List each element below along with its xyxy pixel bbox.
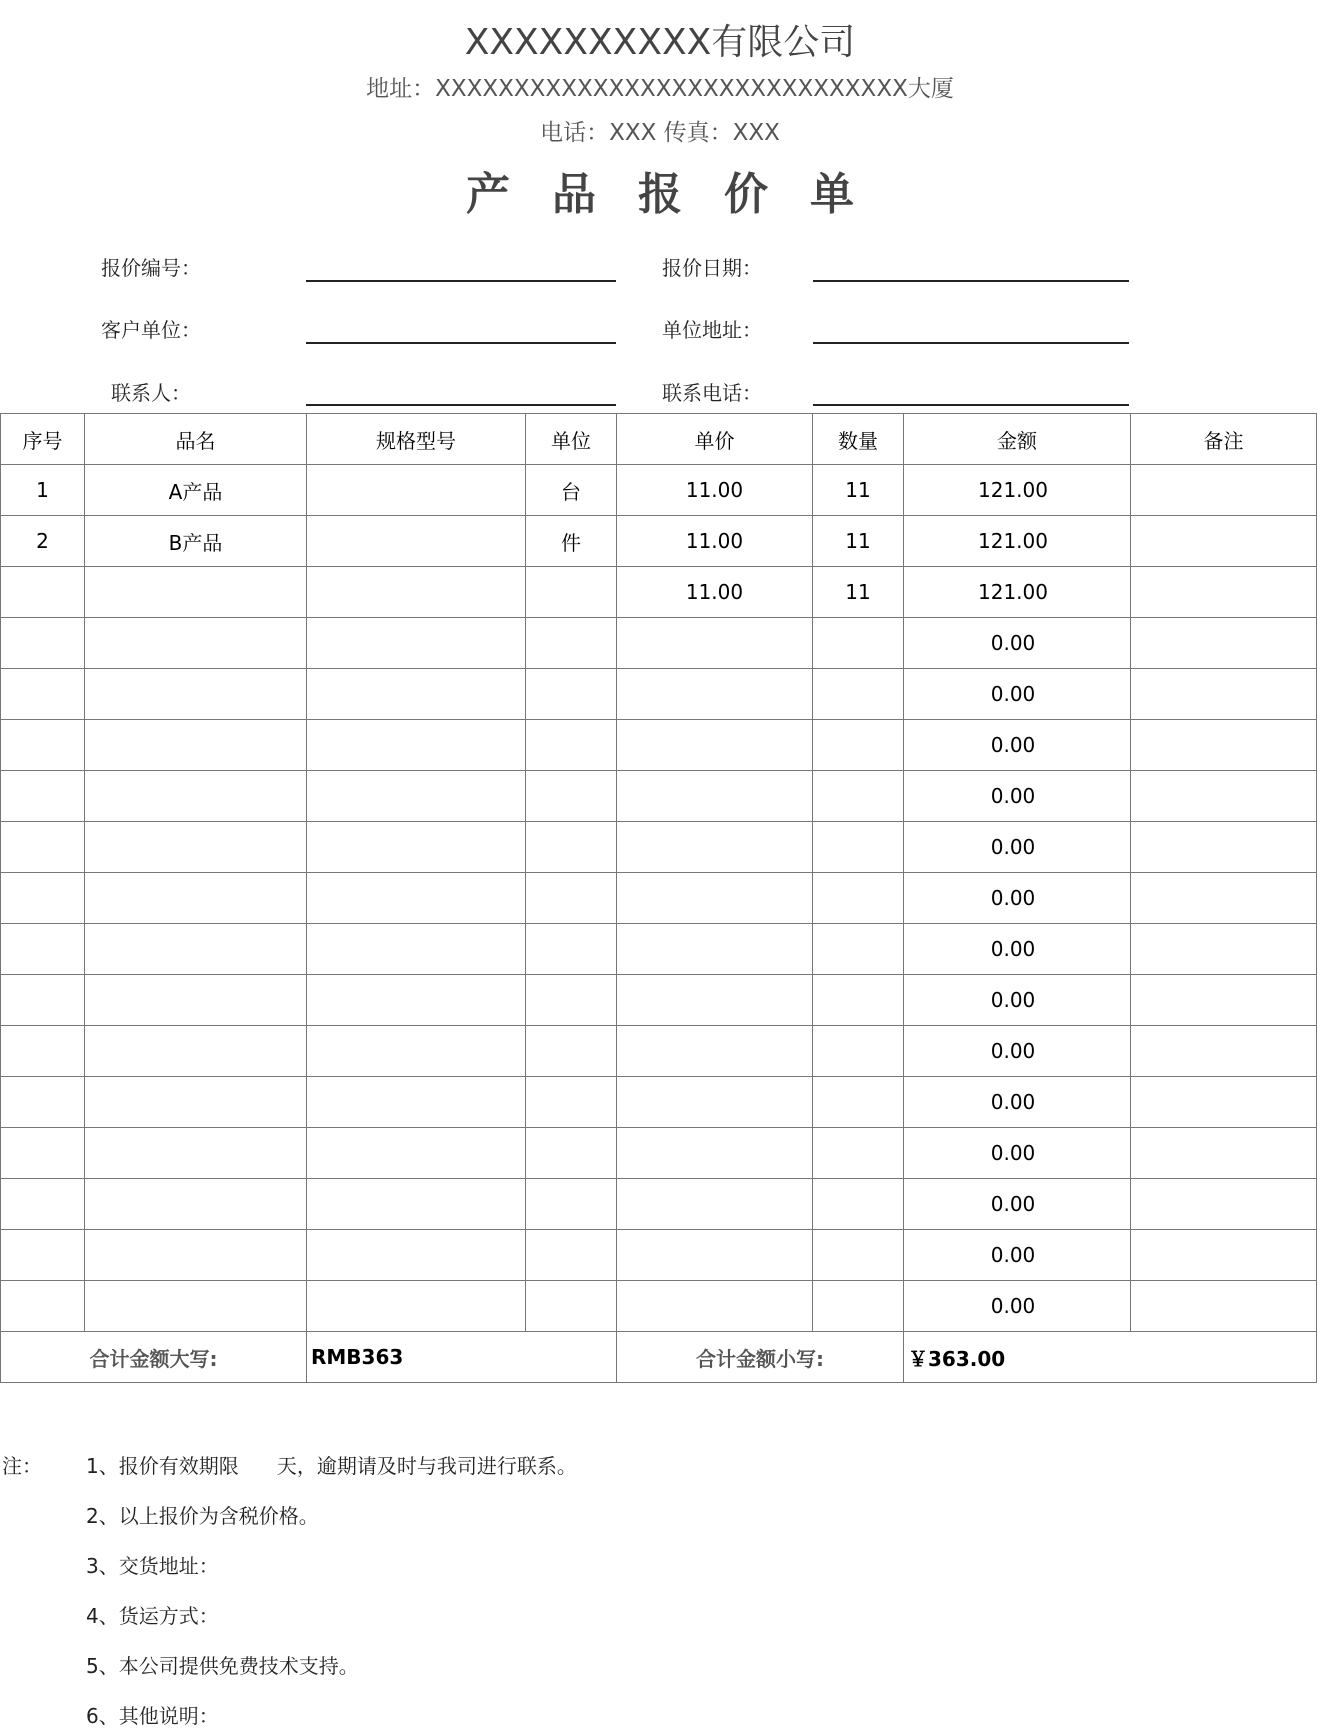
note-item: 4、货运方式： bbox=[86, 1604, 219, 1628]
header-cell: 单位 bbox=[526, 414, 617, 465]
table-cell[interactable] bbox=[85, 1179, 307, 1230]
table-cell[interactable] bbox=[617, 618, 813, 669]
table-cell[interactable] bbox=[813, 873, 904, 924]
table-cell[interactable] bbox=[813, 669, 904, 720]
table-cell[interactable] bbox=[617, 1077, 813, 1128]
table-cell[interactable] bbox=[307, 873, 526, 924]
table-cell[interactable] bbox=[307, 1026, 526, 1077]
table-cell[interactable]: 121.00 bbox=[904, 567, 1131, 618]
table-cell[interactable]: 0.00 bbox=[904, 1128, 1131, 1179]
table-row bbox=[1, 567, 1317, 618]
table-row bbox=[1, 465, 1317, 516]
table-cell[interactable]: 0.00 bbox=[904, 822, 1131, 873]
table-cell[interactable]: B产品 bbox=[85, 516, 307, 567]
table-cell[interactable] bbox=[813, 1230, 904, 1281]
table-cell[interactable] bbox=[1, 669, 85, 720]
contact-label: 联系人： bbox=[111, 381, 191, 405]
table-cell[interactable] bbox=[85, 1281, 307, 1332]
table-cell[interactable] bbox=[526, 1281, 617, 1332]
table-cell[interactable] bbox=[307, 720, 526, 771]
notes-prefix: 注： bbox=[2, 1454, 42, 1478]
table-cell[interactable]: 0.00 bbox=[904, 975, 1131, 1026]
quote-number-label: 报价编号： bbox=[101, 256, 201, 280]
table-cell[interactable] bbox=[307, 669, 526, 720]
table-row bbox=[1, 924, 1317, 975]
table-cell[interactable] bbox=[617, 771, 813, 822]
table-cell[interactable] bbox=[813, 720, 904, 771]
table-cell[interactable] bbox=[813, 1026, 904, 1077]
table-cell[interactable] bbox=[307, 822, 526, 873]
table-cell[interactable] bbox=[1131, 516, 1317, 567]
table-cell[interactable] bbox=[617, 1128, 813, 1179]
table-cell[interactable] bbox=[617, 1026, 813, 1077]
table-cell[interactable] bbox=[1131, 1179, 1317, 1230]
table-row bbox=[1, 975, 1317, 1026]
table-cell[interactable] bbox=[1, 1077, 85, 1128]
table-cell[interactable]: 0.00 bbox=[904, 1077, 1131, 1128]
header-cell: 品名 bbox=[85, 414, 307, 465]
table-cell[interactable] bbox=[813, 1128, 904, 1179]
table-cell[interactable] bbox=[1, 771, 85, 822]
total-upper-label: 合计金额大写: bbox=[1, 1332, 307, 1383]
table-cell[interactable]: 0.00 bbox=[904, 924, 1131, 975]
header-cell: 规格型号 bbox=[307, 414, 526, 465]
table-cell[interactable]: 11 bbox=[813, 516, 904, 567]
table-cell[interactable] bbox=[1131, 873, 1317, 924]
table-cell[interactable] bbox=[1, 618, 85, 669]
table-cell[interactable] bbox=[526, 873, 617, 924]
table-cell[interactable] bbox=[1, 1026, 85, 1077]
table-cell[interactable] bbox=[617, 669, 813, 720]
table-cell[interactable] bbox=[526, 567, 617, 618]
table-cell[interactable] bbox=[526, 1128, 617, 1179]
table-cell[interactable] bbox=[526, 720, 617, 771]
table-cell[interactable]: 0.00 bbox=[904, 618, 1131, 669]
table-cell[interactable] bbox=[1, 924, 85, 975]
table-cell[interactable] bbox=[813, 1281, 904, 1332]
table-cell[interactable] bbox=[307, 1281, 526, 1332]
table-cell[interactable] bbox=[85, 924, 307, 975]
company-name: XXXXXXXXXX有限公司 bbox=[464, 22, 856, 63]
table-cell[interactable] bbox=[1131, 822, 1317, 873]
table-row bbox=[1, 618, 1317, 669]
customer-field[interactable] bbox=[306, 342, 616, 344]
table-cell[interactable] bbox=[617, 975, 813, 1026]
table-row bbox=[1, 669, 1317, 720]
table-row bbox=[1, 1128, 1317, 1179]
table-cell[interactable] bbox=[307, 1077, 526, 1128]
table-cell[interactable] bbox=[526, 669, 617, 720]
table-cell[interactable] bbox=[1, 1230, 85, 1281]
table-cell[interactable] bbox=[526, 1026, 617, 1077]
table-cell[interactable]: 0.00 bbox=[904, 1026, 1131, 1077]
table-cell[interactable] bbox=[1131, 1230, 1317, 1281]
table-cell[interactable] bbox=[526, 975, 617, 1026]
header-cell: 数量 bbox=[813, 414, 904, 465]
table-cell[interactable] bbox=[307, 567, 526, 618]
table-cell[interactable] bbox=[813, 1179, 904, 1230]
table-cell[interactable] bbox=[85, 1026, 307, 1077]
table-cell[interactable]: 台 bbox=[526, 465, 617, 516]
table-cell[interactable] bbox=[85, 1230, 307, 1281]
table-cell[interactable]: 11.00 bbox=[617, 516, 813, 567]
header-cell: 备注 bbox=[1131, 414, 1317, 465]
table-cell[interactable]: 11.00 bbox=[617, 567, 813, 618]
table-cell[interactable]: 件 bbox=[526, 516, 617, 567]
table-cell[interactable] bbox=[307, 1179, 526, 1230]
table-row bbox=[1, 516, 1317, 567]
header-cell: 序号 bbox=[1, 414, 85, 465]
table-cell[interactable] bbox=[617, 822, 813, 873]
note-item: 1、报价有效期限 天，逾期请及时与我司进行联系。 bbox=[86, 1454, 577, 1478]
table-cell[interactable] bbox=[307, 1230, 526, 1281]
header-cell: 金额 bbox=[904, 414, 1131, 465]
quote-date-field[interactable] bbox=[813, 280, 1129, 282]
table-cell[interactable]: 0.00 bbox=[904, 1230, 1131, 1281]
document-title: 产品报价单 bbox=[466, 169, 896, 220]
table-row bbox=[1, 822, 1317, 873]
table-cell[interactable] bbox=[1131, 720, 1317, 771]
table-cell[interactable] bbox=[1, 873, 85, 924]
customer-address-field[interactable] bbox=[813, 342, 1129, 344]
table-cell[interactable] bbox=[1, 1179, 85, 1230]
contact-field[interactable] bbox=[306, 404, 616, 406]
total-row bbox=[1, 1332, 1317, 1383]
table-cell[interactable] bbox=[307, 465, 526, 516]
table-cell[interactable] bbox=[617, 1230, 813, 1281]
table-cell[interactable]: 0.00 bbox=[904, 669, 1131, 720]
table-cell[interactable]: A产品 bbox=[85, 465, 307, 516]
table-cell[interactable] bbox=[85, 771, 307, 822]
company-phone: 电话：XXX 传真：XXX bbox=[540, 120, 780, 146]
quote-date-label: 报价日期： bbox=[662, 256, 762, 280]
table-cell[interactable]: 0.00 bbox=[904, 873, 1131, 924]
table-cell[interactable] bbox=[617, 720, 813, 771]
contact-phone-label: 联系电话： bbox=[662, 381, 762, 405]
table-cell[interactable]: 0.00 bbox=[904, 1281, 1131, 1332]
table-cell[interactable] bbox=[1131, 465, 1317, 516]
table-cell[interactable] bbox=[813, 924, 904, 975]
total-lower-label: 合计金额小写: bbox=[617, 1332, 904, 1383]
table-cell[interactable] bbox=[813, 771, 904, 822]
table-cell[interactable] bbox=[526, 1230, 617, 1281]
note-item: 6、其他说明： bbox=[86, 1704, 219, 1728]
header-cell: 单价 bbox=[617, 414, 813, 465]
table-cell[interactable] bbox=[813, 1077, 904, 1128]
table-cell[interactable] bbox=[85, 669, 307, 720]
total-upper-value: RMB363 bbox=[307, 1332, 617, 1383]
table-cell[interactable]: 11.00 bbox=[617, 465, 813, 516]
contact-phone-field[interactable] bbox=[813, 404, 1129, 406]
table-cell[interactable] bbox=[85, 822, 307, 873]
table-cell[interactable] bbox=[85, 873, 307, 924]
table-cell[interactable] bbox=[1, 1281, 85, 1332]
table-cell[interactable]: 0.00 bbox=[904, 1179, 1131, 1230]
table-cell[interactable] bbox=[813, 975, 904, 1026]
table-cell[interactable]: 0.00 bbox=[904, 771, 1131, 822]
table-cell[interactable] bbox=[1131, 975, 1317, 1026]
table-cell[interactable] bbox=[1131, 669, 1317, 720]
table-cell[interactable]: 0.00 bbox=[904, 720, 1131, 771]
table-cell[interactable] bbox=[1131, 771, 1317, 822]
table-cell[interactable] bbox=[617, 873, 813, 924]
table-cell[interactable]: 1 bbox=[1, 465, 85, 516]
table-cell[interactable] bbox=[85, 1128, 307, 1179]
table-cell[interactable]: 11 bbox=[813, 465, 904, 516]
table-row bbox=[1, 1230, 1317, 1281]
table-row bbox=[1, 720, 1317, 771]
table-cell[interactable] bbox=[1131, 1128, 1317, 1179]
table-header-row bbox=[1, 414, 1317, 465]
table-cell[interactable] bbox=[813, 822, 904, 873]
table-cell[interactable] bbox=[526, 771, 617, 822]
table-cell[interactable] bbox=[307, 924, 526, 975]
table-cell[interactable]: 11 bbox=[813, 567, 904, 618]
table-cell[interactable] bbox=[1, 975, 85, 1026]
table-cell[interactable] bbox=[526, 618, 617, 669]
table-cell[interactable] bbox=[1131, 924, 1317, 975]
table-row bbox=[1, 873, 1317, 924]
table-cell[interactable] bbox=[1, 567, 85, 618]
table-cell[interactable] bbox=[526, 822, 617, 873]
table-cell[interactable] bbox=[526, 924, 617, 975]
table-cell[interactable] bbox=[1131, 1281, 1317, 1332]
table-cell[interactable] bbox=[85, 975, 307, 1026]
table-cell[interactable] bbox=[813, 618, 904, 669]
table-cell[interactable] bbox=[526, 1179, 617, 1230]
note-item: 2、以上报价为含税价格。 bbox=[86, 1504, 319, 1528]
table-cell[interactable]: 2 bbox=[1, 516, 85, 567]
note-item: 3、交货地址： bbox=[86, 1554, 219, 1578]
table-cell[interactable] bbox=[307, 1128, 526, 1179]
company-address: 地址：XXXXXXXXXXXXXXXXXXXXXXXXXXXXXX大厦 bbox=[366, 76, 954, 102]
table-cell[interactable] bbox=[1131, 567, 1317, 618]
table-row bbox=[1, 1179, 1317, 1230]
quote-number-field[interactable] bbox=[306, 280, 616, 282]
table-cell[interactable] bbox=[526, 1077, 617, 1128]
table-cell[interactable] bbox=[307, 771, 526, 822]
customer-label: 客户单位： bbox=[101, 318, 201, 342]
table-cell[interactable] bbox=[617, 1281, 813, 1332]
table-cell[interactable] bbox=[617, 1179, 813, 1230]
table-cell[interactable]: 121.00 bbox=[904, 465, 1131, 516]
table-cell[interactable] bbox=[1131, 1026, 1317, 1077]
table-cell[interactable] bbox=[1, 822, 85, 873]
table-cell[interactable] bbox=[1131, 618, 1317, 669]
total-lower-value: ￥363.00 bbox=[904, 1332, 1317, 1383]
table-cell[interactable] bbox=[85, 618, 307, 669]
table-cell[interactable] bbox=[85, 567, 307, 618]
table-row bbox=[1, 1077, 1317, 1128]
table-cell[interactable] bbox=[307, 516, 526, 567]
table-cell[interactable] bbox=[85, 720, 307, 771]
table-row bbox=[1, 1281, 1317, 1332]
table-cell[interactable] bbox=[1, 720, 85, 771]
table-row bbox=[1, 771, 1317, 822]
note-item: 5、本公司提供免费技术支持。 bbox=[86, 1654, 359, 1678]
table-cell[interactable] bbox=[1, 1128, 85, 1179]
quote-table bbox=[0, 413, 1317, 1383]
table-row bbox=[1, 1026, 1317, 1077]
table-cell[interactable] bbox=[307, 618, 526, 669]
table-cell[interactable] bbox=[307, 975, 526, 1026]
customer-address-label: 单位地址： bbox=[662, 318, 762, 342]
table-cell[interactable]: 121.00 bbox=[904, 516, 1131, 567]
table-cell[interactable] bbox=[1131, 1077, 1317, 1128]
table-cell[interactable] bbox=[85, 1077, 307, 1128]
table-cell[interactable] bbox=[617, 924, 813, 975]
